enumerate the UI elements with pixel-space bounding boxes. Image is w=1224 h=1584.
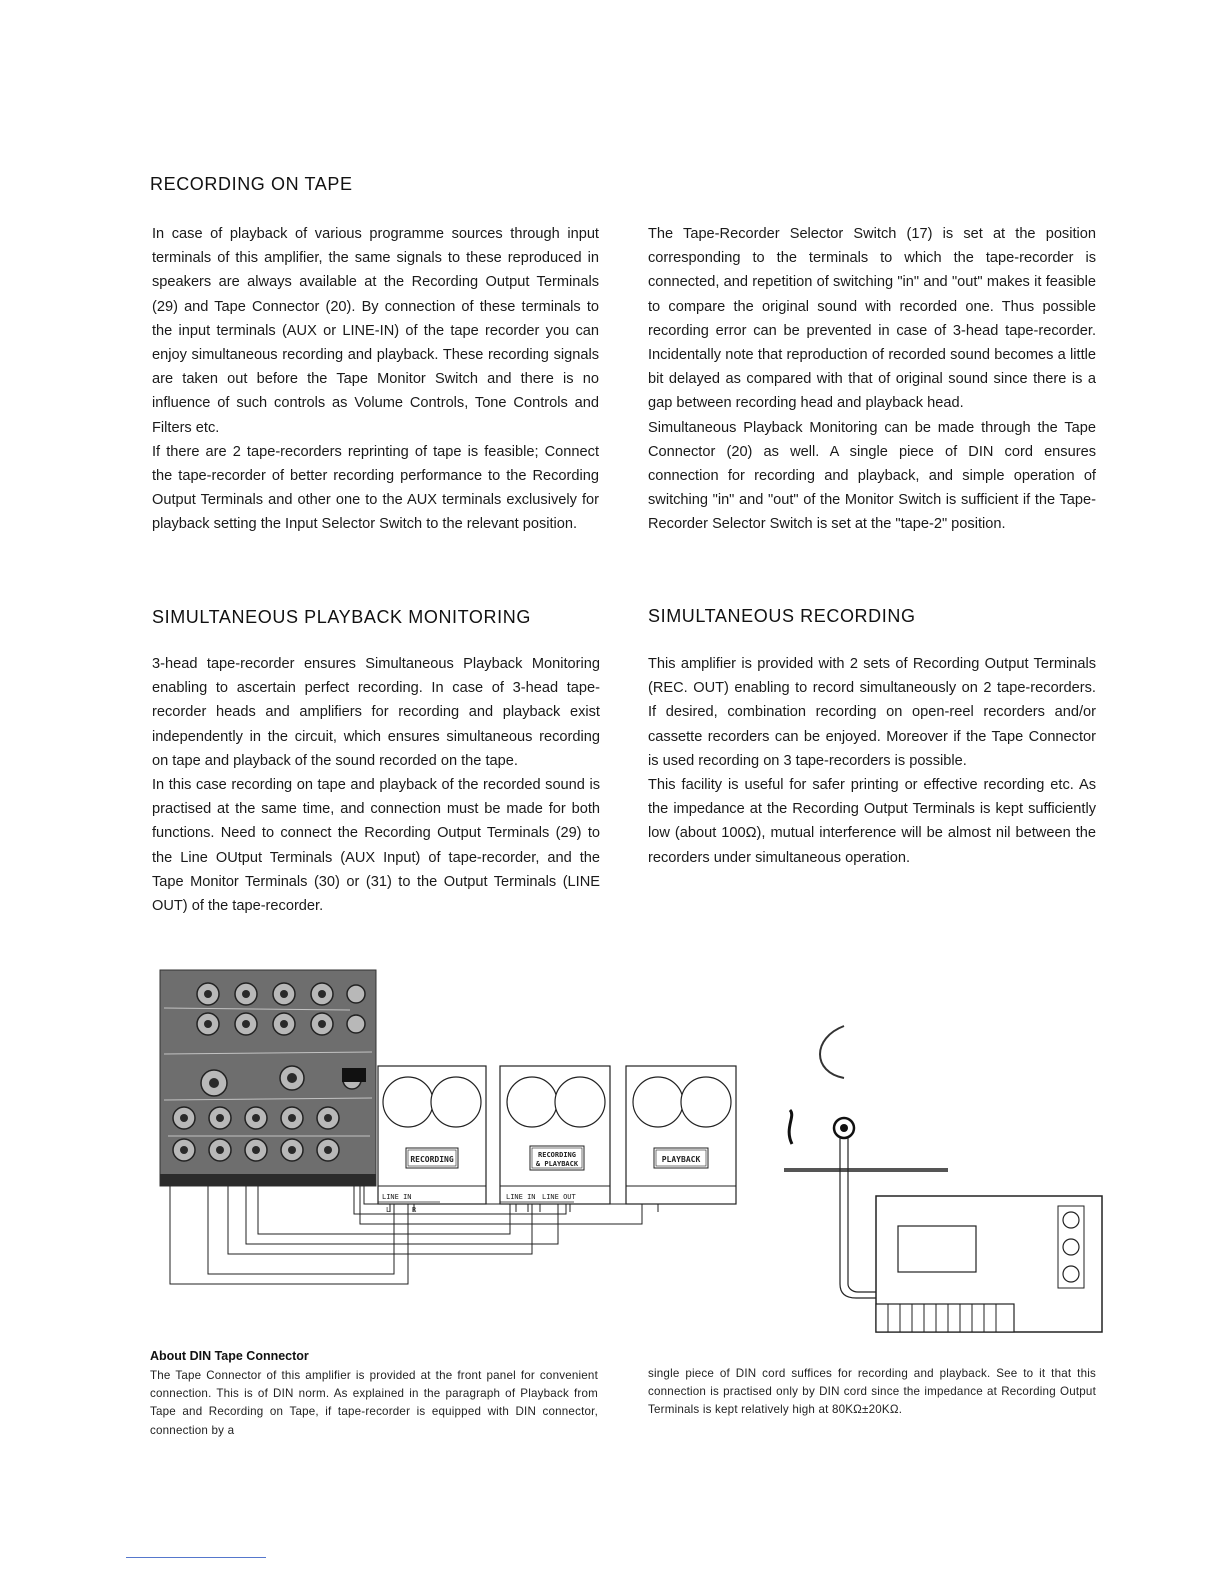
paragraph: If there are 2 tape-recorders reprinting of tape is feasible; Connect the tape-recorder of better recording performance to the Recording Output Terminals and other one to the AUX terminals exclusively for playback setting the Input Selector Switch to the relevant position.	[152, 443, 599, 533]
paragraph: This amplifier is provided with 2 sets of Recording Output Terminals (REC. OUT) enabling to record simultaneously on 2 tape-recorders. If desired, combination recording on open-reel recorders and/or cassette recorders can be enjoyed. Moreover if the Tape Connector is used recording on 3 tape-recorders is possible.	[648, 656, 1096, 769]
heading-simultaneous-playback-monitoring: SIMULTANEOUS PLAYBACK MONITORING	[152, 607, 531, 627]
recording-right-column	[648, 222, 1096, 537]
footnote-title: About DIN Tape Connector	[150, 1349, 309, 1363]
paragraph: The Tape-Recorder Selector Switch (17) is set at the position corresponding to the terminals to which the tape-recorder is connected, and repetition of switching "in" and "out" makes it feasible to compare the original sound with recorded one. Thus possible recording error can be prevented in case of 3-head tape-recorder. Incidentally note that reproduction of recorded sound becomes a little bit delayed as compared with that of original sound since there is a gap between recording head and playback head.	[648, 226, 1096, 412]
recorder-1-line-in-label: LINE IN	[382, 1193, 412, 1201]
tape-recorder-recording-playback	[500, 1066, 610, 1204]
recorder-2-label-line2: & PLAYBACK	[535, 1160, 579, 1168]
din-cassette-deck	[784, 1026, 1102, 1332]
tape-recorder-recording	[378, 1066, 486, 1214]
recording-left-column	[152, 222, 599, 537]
paragraph: Simultaneous Playback Monitoring can be made through the Tape Connector (20) as well. A single piece of DIN cord ensures connection for recording and playback, and simple operation of switching "in" and "out" of the Monitor Switch is sufficient if the Tape-Recorder Selector Switch is set at the "tape-2" position.	[648, 419, 1096, 533]
footnote-right-text: single piece of DIN cord suffices for recording and playback. See to it that this connection is practised only by DIN cord since the impedance at Recording Output Terminals is kept relatively high at 80KΩ±20KΩ.	[648, 1367, 1096, 1417]
connection-diagram	[150, 968, 1110, 1338]
recorder-1-label: RECORDING	[410, 1155, 454, 1164]
footnote-left-text: The Tape Connector of this amplifier is provided at the front panel for convenient connection. This is of DIN norm. As explained in the paragraph of Playback from Tape and Recording on Tape, if tape-recorder is equipped with DIN connector, connection by a	[150, 1369, 598, 1437]
paragraph: In this case recording on tape and playback of the recorded sound is practised at the same time, and connection must be made for both functions. Need to connect the Recording Output Terminals (29) to the Line OUtput Terminals (AUX Input) of tape-recorder, and the Tape Monitor Terminals (30) or (31) to the Output Terminals (LINE OUT) of the tape-recorder.	[152, 777, 600, 915]
simultaneous-recording-column	[648, 652, 1096, 870]
monitoring-column	[152, 652, 600, 918]
amplifier-rear-panel	[160, 970, 376, 1186]
recorder-2-label-line1: RECORDING	[538, 1151, 576, 1159]
heading-recording-on-tape: RECORDING ON TAPE	[150, 174, 353, 194]
recorder-3-label: PLAYBACK	[661, 1155, 701, 1164]
recorder-2-line-out-label: LINE OUT	[542, 1193, 576, 1201]
heading-simultaneous-recording: SIMULTANEOUS RECORDING	[648, 606, 916, 626]
terminal-r-label: R	[412, 1206, 417, 1214]
connection-diagram-svg	[150, 968, 1110, 1338]
recorder-2-line-in-label: LINE IN	[506, 1193, 536, 1201]
tape-recorder-playback	[626, 1066, 736, 1204]
paragraph: This facility is useful for safer printing or effective recording etc. As the impedance at the Recording Output Terminals is kept sufficiently low (about 100Ω), mutual interference will be almost nil between the recorders under simultaneous operation.	[648, 777, 1096, 866]
paragraph: In case of playback of various programme sources through input terminals of this amplifier, the same signals to these reproduced in speakers are always available at the Recording Output Terminals (29) and Tape Connector (20). By connection of these terminals to the input terminals (AUX or LINE-IN) of the tape recorder you can enjoy simultaneous recording and playback. These recording signals are taken out before the Tape Monitor Switch and there is no influence of such controls as Volume Controls, Tone Controls and Filters etc.	[152, 226, 599, 436]
paragraph: 3-head tape-recorder ensures Simultaneous Playback Monitoring enabling to ascertain perfect recording. In case of 3-head tape-recorder heads and amplifiers for recording and playback exist independently in the circuit, which ensures simultaneous recording on tape and playback of the sound recorded on the tape.	[152, 656, 600, 769]
terminal-l-label: L	[386, 1206, 391, 1214]
page-divider	[126, 1557, 266, 1558]
